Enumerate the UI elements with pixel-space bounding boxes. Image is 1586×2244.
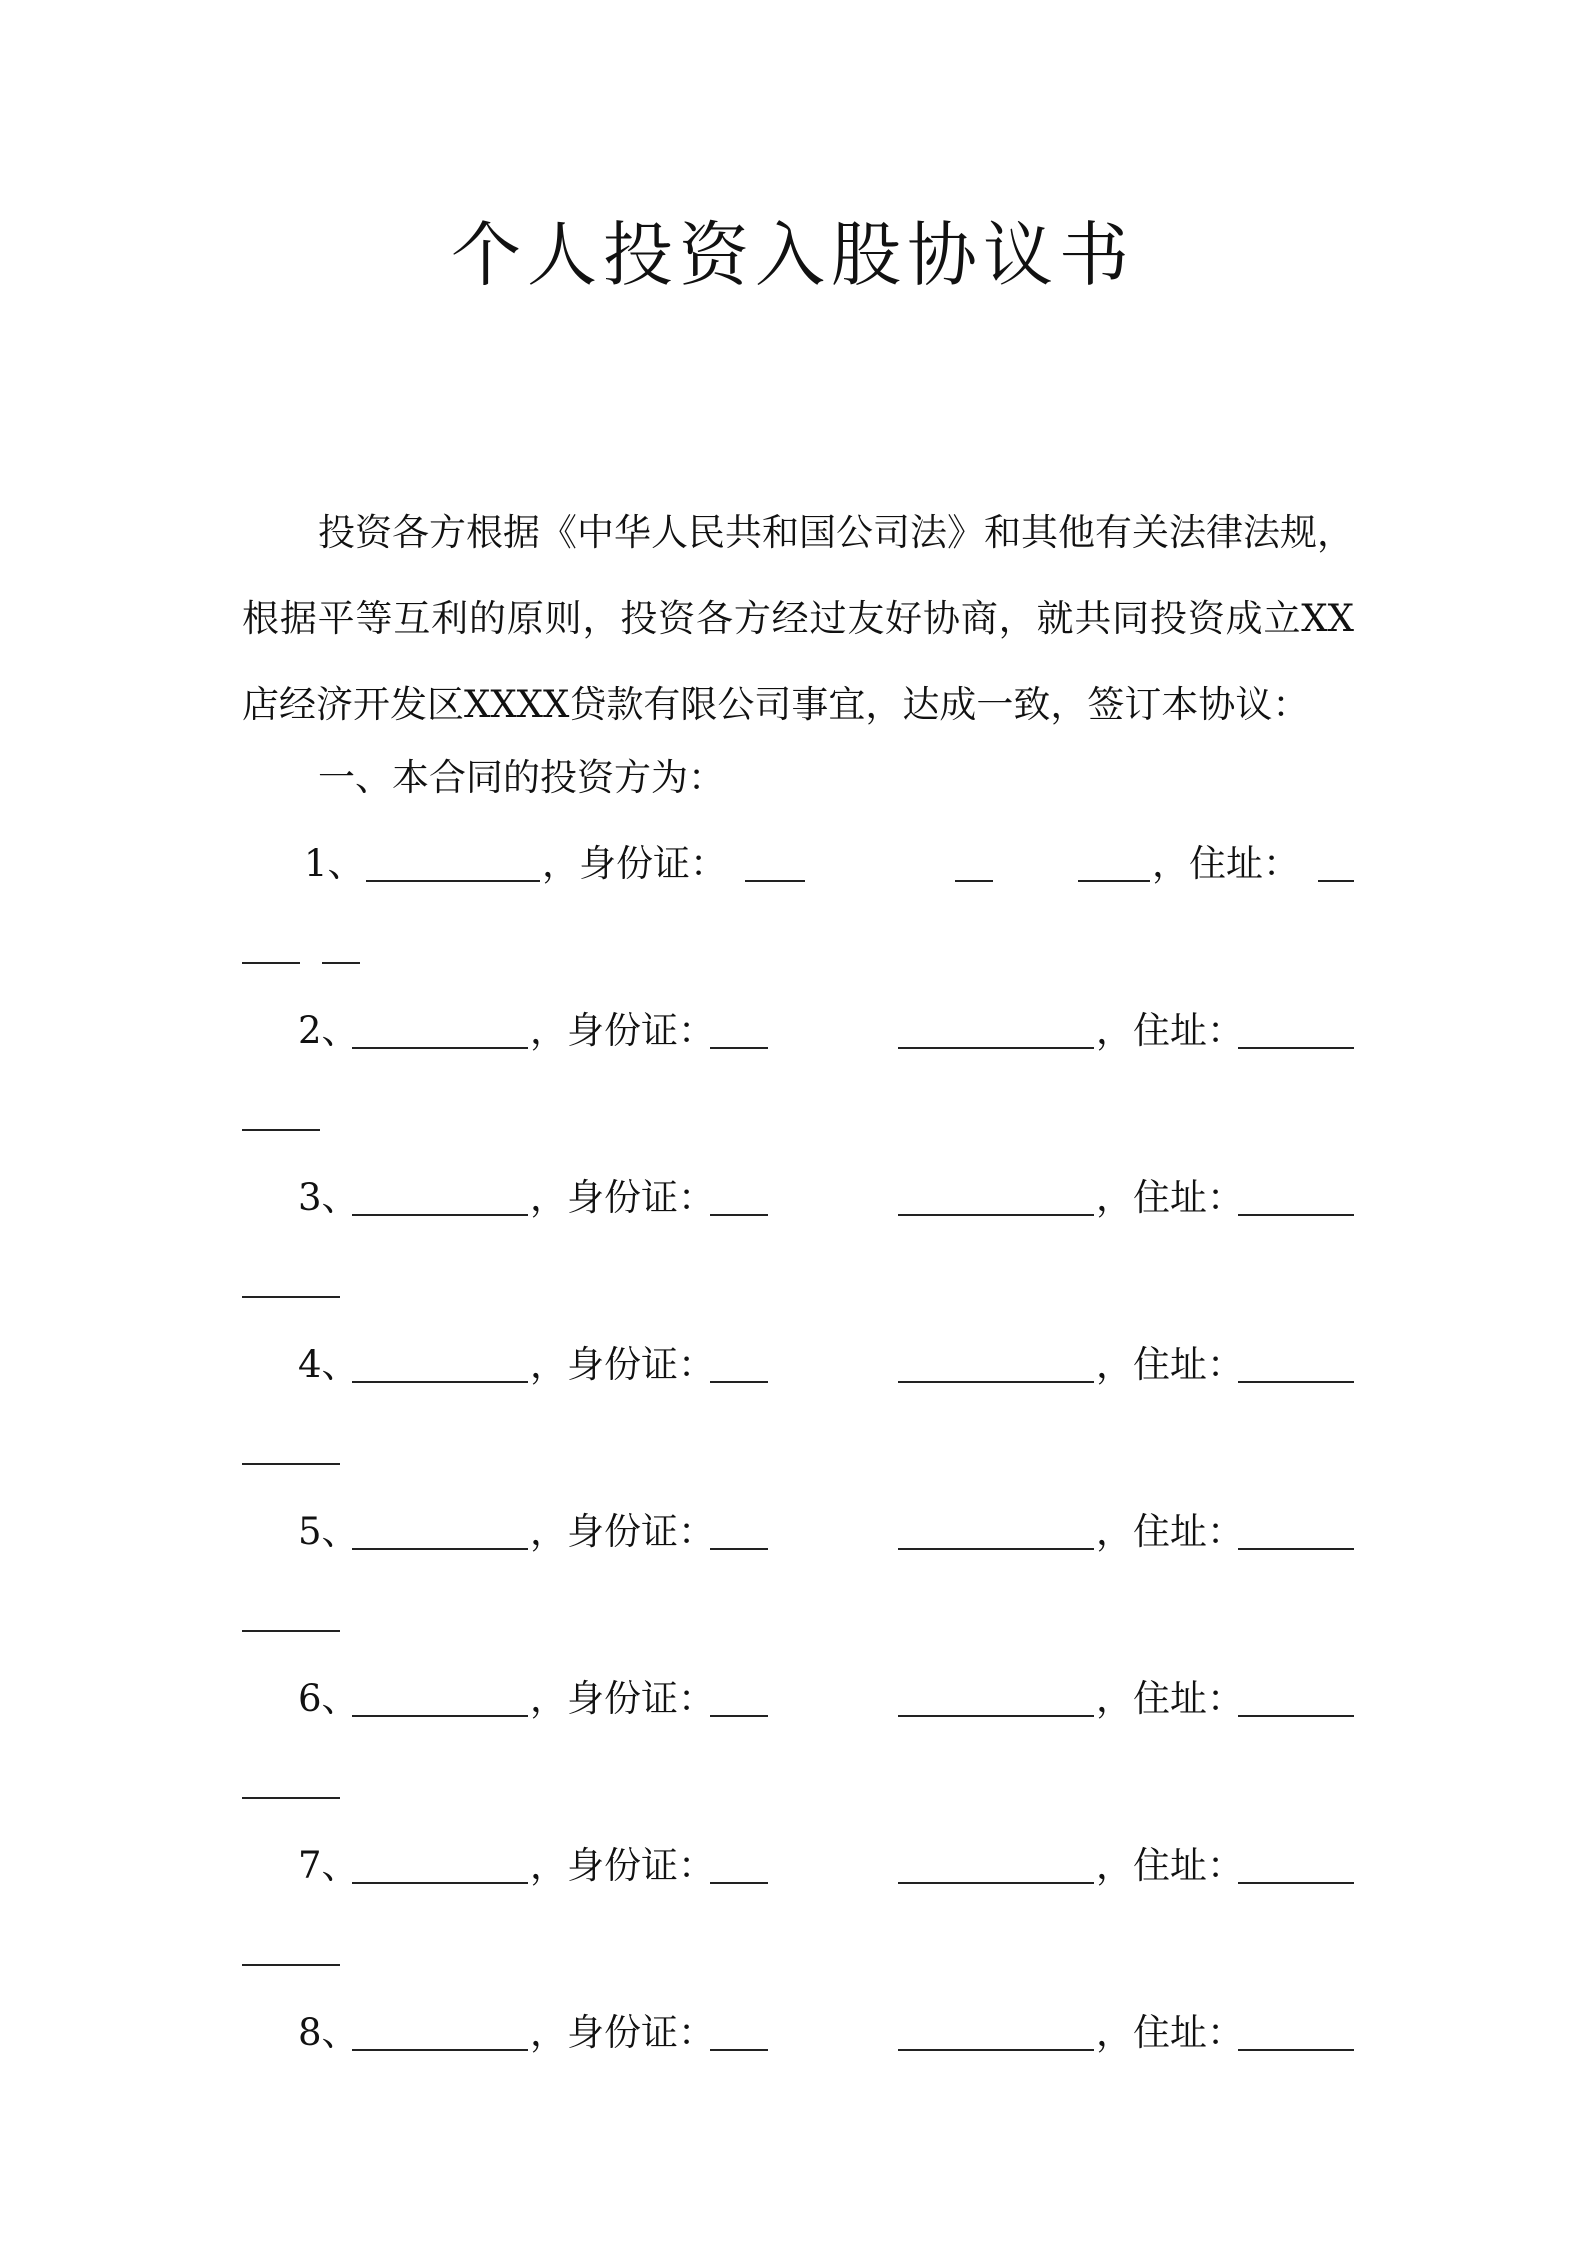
id-card-label: ，身份证： — [530, 1844, 715, 1887]
address-continuation-blank[interactable] — [242, 1296, 340, 1298]
investor-name-blank[interactable] — [352, 1381, 528, 1383]
address-continuation-blank[interactable] — [242, 962, 300, 964]
investor-row — [0, 1168, 1586, 1228]
id-card-label: ，身份证： — [530, 1343, 715, 1386]
id-card-blank[interactable] — [898, 1548, 1094, 1550]
address-label: ，住址： — [1096, 1343, 1244, 1386]
investor-name-blank[interactable] — [352, 2049, 528, 2051]
investor-number: 4、 — [298, 1343, 359, 1386]
id-card-label: ，身份证： — [530, 1009, 715, 1052]
id-card-blank[interactable] — [710, 1548, 768, 1550]
investor-number: 8、 — [298, 2011, 359, 2054]
id-card-label: ，身份证： — [530, 1176, 715, 1219]
address-blank[interactable] — [1238, 1214, 1354, 1216]
id-card-blank[interactable] — [745, 880, 805, 882]
address-label: ，住址： — [1096, 1677, 1244, 1720]
id-card-blank[interactable] — [898, 1715, 1094, 1717]
id-card-label: ，身份证： — [542, 842, 727, 885]
address-blank[interactable] — [1238, 1882, 1354, 1884]
investor-row — [0, 2003, 1586, 2063]
investor-number: 1、 — [304, 842, 365, 885]
address-continuation-blank[interactable] — [242, 1463, 340, 1465]
investor-name-blank[interactable] — [352, 1882, 528, 1884]
id-card-blank[interactable] — [898, 1214, 1094, 1216]
address-label: ，住址： — [1096, 1009, 1244, 1052]
address-blank[interactable] — [1238, 1715, 1354, 1717]
address-blank[interactable] — [1238, 1047, 1354, 1049]
id-card-blank[interactable] — [898, 1047, 1094, 1049]
investor-name-blank[interactable] — [352, 1715, 528, 1717]
address-label: ，住址： — [1096, 1510, 1244, 1553]
address-label: ，住址： — [1096, 2011, 1244, 2054]
investor-row — [0, 1669, 1586, 1729]
address-continuation-blank[interactable] — [242, 1630, 340, 1632]
investor-number: 2、 — [298, 1009, 359, 1052]
investor-number: 6、 — [298, 1677, 359, 1720]
address-continuation-blank[interactable] — [242, 1129, 320, 1131]
address-blank[interactable] — [1238, 1548, 1354, 1550]
investor-row — [0, 1836, 1586, 1896]
investor-name-blank[interactable] — [352, 1548, 528, 1550]
address-continuation-blank[interactable] — [242, 1964, 340, 1966]
id-card-blank[interactable] — [898, 1381, 1094, 1383]
investor-name-blank[interactable] — [366, 880, 540, 882]
address-continuation-blank[interactable] — [242, 1797, 340, 1799]
address-label: ，住址： — [1152, 842, 1300, 885]
id-card-label: ，身份证： — [530, 1677, 715, 1720]
id-card-blank[interactable] — [710, 1882, 768, 1884]
address-blank[interactable] — [1318, 880, 1354, 882]
address-label: ，住址： — [1096, 1176, 1244, 1219]
investor-row — [0, 1001, 1586, 1061]
id-card-label: ，身份证： — [530, 1510, 715, 1553]
investor-row — [0, 834, 1586, 894]
investor-number: 7、 — [298, 1844, 359, 1887]
investor-number: 3、 — [298, 1176, 359, 1219]
investor-name-blank[interactable] — [352, 1047, 528, 1049]
id-card-blank[interactable] — [710, 1214, 768, 1216]
address-continuation-blank[interactable] — [322, 962, 360, 964]
address-blank[interactable] — [1238, 1381, 1354, 1383]
id-card-blank[interactable] — [898, 1882, 1094, 1884]
investor-row — [0, 1335, 1586, 1395]
investor-number: 5、 — [298, 1510, 359, 1553]
investor-row — [0, 1502, 1586, 1562]
document-title: 个人投资入股协议书 — [451, 214, 1135, 296]
address-blank[interactable] — [1238, 2049, 1354, 2051]
id-card-blank[interactable] — [710, 2049, 768, 2051]
investor-name-blank[interactable] — [352, 1214, 528, 1216]
id-card-label: ，身份证： — [530, 2011, 715, 2054]
id-card-blank[interactable] — [710, 1381, 768, 1383]
id-card-blank[interactable] — [710, 1715, 768, 1717]
id-card-blank[interactable] — [898, 2049, 1094, 2051]
address-label: ，住址： — [1096, 1844, 1244, 1887]
intro-paragraph: 投资各方根据《中华人民共和国公司法》和其他有关法律法规，根据平等互利的原则，投资各方经过友好协商，就共同投资成立XX店经济开发区XXXX贷款有限公司事宜，达成一致，签订本协议： — [242, 511, 1354, 726]
id-card-blank[interactable] — [710, 1047, 768, 1049]
id-card-blank[interactable] — [955, 880, 993, 882]
section-heading-investors: 一、本合同的投资方为： — [318, 756, 725, 799]
id-card-blank[interactable] — [1078, 880, 1150, 882]
